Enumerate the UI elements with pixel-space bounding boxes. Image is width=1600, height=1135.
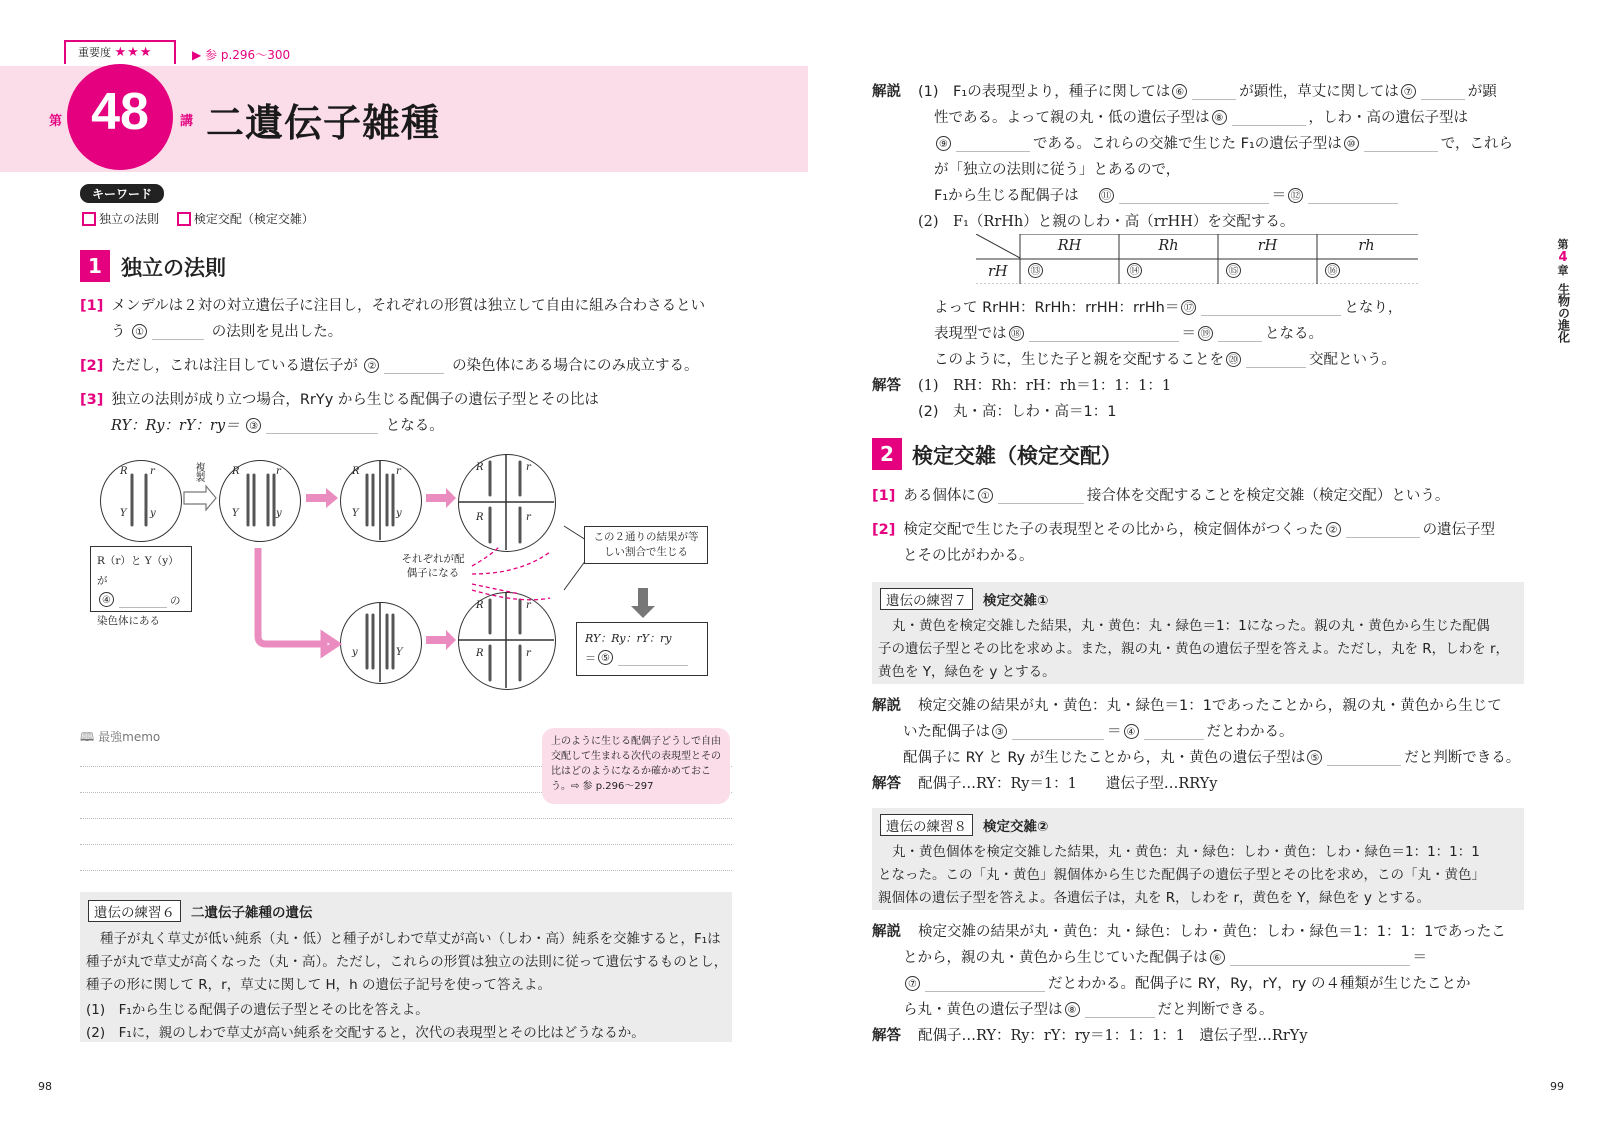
answer-blank[interactable] bbox=[1421, 82, 1465, 100]
e7-kaisetsu-line1: 検定交雑の結果が丸・黄色：丸・緑色＝1：1であったことから，親の丸・黄色から生じて bbox=[918, 698, 1502, 714]
exercise7-box bbox=[872, 582, 1524, 684]
chapter-tab bbox=[1550, 238, 1576, 378]
answer-blank[interactable] bbox=[1012, 722, 1104, 740]
memo-line bbox=[80, 818, 732, 819]
svg-text:R: R bbox=[352, 466, 360, 477]
answer-blank[interactable] bbox=[998, 486, 1084, 504]
e8-answer: 配偶子…RY：Ry：rY：ry＝1：1：1：1 遺伝子型…RrYy bbox=[918, 1028, 1308, 1044]
answer-blank[interactable] bbox=[1246, 350, 1306, 368]
keyword-item: 独立の法則 bbox=[99, 212, 160, 226]
note-center: それぞれが配偶子になる bbox=[401, 553, 465, 579]
svg-text:r: r bbox=[150, 466, 155, 477]
result-box: RY：Ry：rY：ry ＝ ⑤ bbox=[576, 622, 708, 676]
svg-text:Y: Y bbox=[232, 508, 239, 519]
answer-blank[interactable] bbox=[1346, 520, 1420, 538]
table-row-label: rH bbox=[988, 264, 1008, 280]
s2-item2-line2: とその比がわかる。 bbox=[903, 548, 1034, 564]
note-right-box bbox=[584, 526, 708, 564]
lecture-prefix: 第 bbox=[49, 114, 63, 129]
answer-blank[interactable] bbox=[1230, 948, 1410, 966]
exercise8-line: 丸・黄色個体を検定交雑した結果，丸・黄色：丸・緑色：しわ・黄色：しわ・緑色＝1：1：1：1 bbox=[892, 844, 1480, 860]
answer-blank[interactable] bbox=[1218, 324, 1262, 342]
e8-kaisetsu-line4: ら丸・黄色の遺伝子型は ⑧ だと判断できる。 bbox=[903, 1002, 1274, 1018]
exercise7-line: 子の遺伝子型とその比を求めよ。また，親の丸・黄色の遺伝子型を答えよ。ただし，丸を R，しわを r， bbox=[878, 641, 1510, 657]
answer-blank[interactable] bbox=[1085, 1000, 1155, 1018]
e7-kaisetsu-line3: 配偶子に RY と Ry が生じたことから，丸・黄色の遺伝子型は ⑤ だと判断できる。 bbox=[903, 750, 1521, 766]
answer-blank[interactable] bbox=[1327, 748, 1401, 766]
memo-line bbox=[80, 844, 732, 845]
page-number-right: 99 bbox=[1550, 1080, 1564, 1093]
exercise6-question1: (1) F₁から生じる配偶子の遺伝子型とその比を答えよ。 bbox=[86, 1002, 429, 1018]
blank-number: ① bbox=[132, 324, 147, 339]
k2-line4: このように，生じた子と親を交配することを ⑳ 交配という。 bbox=[934, 352, 1396, 368]
svg-text:R: R bbox=[232, 466, 240, 477]
answer-blank[interactable] bbox=[1119, 186, 1269, 204]
keyword-label: キーワード bbox=[80, 184, 164, 203]
k1-line2: 性である。よって親の丸・低の遺伝子型は ⑧ ，しわ・高の遺伝子型は bbox=[934, 110, 1468, 126]
page-number-left: 98 bbox=[38, 1080, 52, 1093]
k2-line3: 表現型では ⑱ ＝ ⑲ となる。 bbox=[934, 326, 1323, 342]
table-cell[interactable]: ⑭ bbox=[1125, 263, 1144, 279]
result-line1: RY：Ry：rY：ry bbox=[585, 632, 672, 645]
e8-kaisetsu-line2: とから，親の丸・黄色から生じていた配偶子は ⑥ ＝ bbox=[903, 950, 1427, 966]
checkbox-icon bbox=[177, 212, 191, 226]
table-header: rh bbox=[1358, 238, 1375, 254]
section1-title: 独立の法則 bbox=[121, 256, 226, 280]
lecture-number: 48 bbox=[91, 83, 149, 141]
svg-text:r: r bbox=[526, 462, 531, 473]
svg-text:r: r bbox=[526, 512, 531, 523]
svg-text:r: r bbox=[396, 466, 401, 477]
kaitou-label: 解答 bbox=[872, 776, 901, 792]
exercise7-title: 検定交雑① bbox=[983, 593, 1049, 609]
svg-text:y: y bbox=[150, 508, 156, 519]
s1-item3-line2: RY：Ry：rY：ry＝ ③ となる。 bbox=[111, 418, 444, 434]
exercise8-label: 遺伝の練習８ bbox=[880, 814, 973, 836]
blank-number: ④ bbox=[99, 592, 114, 607]
keyword-list bbox=[82, 210, 314, 227]
table-header: Rh bbox=[1158, 238, 1179, 254]
item-number: [2] bbox=[80, 358, 104, 374]
e7-answer: 配偶子…RY：Ry＝1：1 遺伝子型…RRYy bbox=[918, 776, 1218, 792]
exercise6-box bbox=[80, 892, 732, 1042]
note-right-text: この２通りの結果が等しい割合で生じる bbox=[593, 531, 699, 558]
s1-item1-line2: う ① の法則を見出した。 bbox=[111, 324, 343, 340]
importance-label: 重要度 bbox=[78, 46, 111, 59]
note-left-line3: 染色体にある bbox=[97, 615, 160, 627]
exercise6-line: 種子が丸く草丈が低い純系（丸・低）と種子がしわで草丈が高い（しわ・高）純系を交雑すると，F₁は bbox=[100, 931, 721, 947]
kaisetsu-label: 解説 bbox=[872, 924, 901, 940]
item-number: [1] bbox=[80, 298, 104, 314]
memo-label: 🕮 最強memo bbox=[80, 730, 161, 744]
answer-blank[interactable] bbox=[152, 322, 204, 340]
book-icon: 🕮 bbox=[80, 730, 95, 744]
exercise6-line: 種子が丸で草丈が高くなった（丸・高）。ただし，これらの形質は独立の法則に従って遺伝するものとし， bbox=[86, 954, 728, 970]
svg-text:R: R bbox=[476, 648, 484, 659]
answer-blank[interactable] bbox=[925, 974, 1045, 992]
table-cell[interactable]: ⑯ bbox=[1323, 263, 1342, 279]
importance-box bbox=[64, 40, 176, 64]
answer-blank[interactable] bbox=[1192, 82, 1236, 100]
exercise8-title: 検定交雑② bbox=[983, 819, 1049, 835]
answer-blank[interactable] bbox=[1232, 108, 1306, 126]
e8-kaisetsu-line3: ⑦ だとわかる。配偶子に RY，Ry，rY，ry の４種類が生じたことか bbox=[903, 972, 1470, 993]
k1-line1: (1) F₁の表現型より，種子に関しては ⑥ が顕性，草丈に関しては ⑦ が顕 bbox=[918, 84, 1497, 100]
k1-line5: F₁から生じる配偶子は ⑪ ＝ ⑫ bbox=[934, 184, 1401, 205]
answer-blank[interactable] bbox=[1364, 134, 1438, 152]
answer-1: (1) RH：Rh：rH：rh＝1：1：1：1 bbox=[918, 378, 1172, 394]
k1-line4: が「独立の法則に従う」とあるので， bbox=[934, 162, 1181, 178]
answer-blank[interactable] bbox=[956, 134, 1030, 152]
answer-2: (2) 丸・高：しわ・高＝1：1 bbox=[918, 404, 1117, 420]
page-title: 二遺伝子雑種 bbox=[206, 101, 441, 145]
s2-item2-line1: [2] 検定交配で生じた子の表現型とその比から，検定個体がつくった ② の遺伝子型 bbox=[872, 522, 1496, 538]
exercise7-line: 黄色を Y，緑色を y とする。 bbox=[878, 664, 1056, 680]
svg-text:R: R bbox=[476, 600, 484, 611]
lecture-suffix: 講 bbox=[180, 114, 194, 129]
meiosis-diagram bbox=[80, 440, 740, 710]
s1-item1-line1: [1] メンデルは２対の対立遺伝子に注目し，それぞれの形質は独立して自由に組み合わさるとい bbox=[80, 298, 706, 314]
svg-text:r: r bbox=[526, 600, 531, 611]
blank-number: ⑤ bbox=[598, 650, 613, 665]
svg-text:R: R bbox=[120, 466, 128, 477]
answer-blank[interactable] bbox=[1201, 298, 1341, 316]
s2-item1: [1] ある個体に ① 接合体を交配することを検定交雑（検定交配）という。 bbox=[872, 488, 1450, 504]
svg-text:r: r bbox=[276, 466, 281, 477]
section2-title: 検定交雑（検定交配） bbox=[912, 444, 1122, 468]
replicate-label: 複製 bbox=[193, 462, 204, 482]
table-cell[interactable]: ⑬ bbox=[1026, 263, 1045, 279]
exercise8-line: となった。この「丸・黄色」親個体から生じた配偶子の遺伝子型とその比を求め，この「丸・黄色」 bbox=[878, 867, 1485, 883]
importance-stars: ★★★ bbox=[114, 45, 153, 60]
svg-text:Y: Y bbox=[396, 647, 403, 658]
cross-table bbox=[976, 234, 1418, 284]
table-header: rH bbox=[1257, 238, 1278, 254]
memo-bubble: 上のように生じる配偶子どうしで自由交配して生まれる次代の表現型とその比はどのようになるか確かめておこう。⇨ 参 p.296〜297 bbox=[542, 728, 730, 804]
k2-line2: よって RrHH：RrHh：rrHH：rrHh＝ ⑰ となり， bbox=[934, 300, 1403, 316]
exercise6-line: 種子の形に関して R，r，草丈に関して H，h の遺伝子記号を使って答えよ。 bbox=[86, 977, 552, 993]
memo-line bbox=[80, 870, 732, 871]
svg-text:R: R bbox=[476, 462, 484, 473]
table-header: RH bbox=[1057, 238, 1082, 254]
kaisetsu-label: 解説 bbox=[872, 698, 901, 714]
blank-number: ② bbox=[364, 358, 379, 373]
answer-blank[interactable] bbox=[1308, 186, 1398, 204]
svg-text:y: y bbox=[352, 647, 358, 658]
chapter-prefix: 第 bbox=[1557, 238, 1569, 251]
reference-pages: ▶ 参 p.296〜300 bbox=[192, 48, 291, 62]
note-left-line1: R（r）と Y（y）が bbox=[97, 555, 179, 587]
item-number: [3] bbox=[80, 392, 104, 408]
blank-number: ③ bbox=[246, 418, 261, 433]
kaitou-label: 解答 bbox=[872, 1028, 901, 1044]
exercise7-label: 遺伝の練習７ bbox=[880, 588, 973, 610]
answer-blank[interactable] bbox=[618, 652, 688, 666]
keyword-item: 検定交配（検定交雑） bbox=[193, 212, 314, 226]
checkbox-icon bbox=[82, 212, 96, 226]
exercise6-label: 遺伝の練習６ bbox=[88, 900, 181, 922]
k1-line3: ⑨ である。これらの交雑で生じた F₁の遺伝子型は ⑩ で，これら bbox=[934, 132, 1513, 153]
chapter-suffix: 章 bbox=[1557, 264, 1569, 277]
e8-kaisetsu-line1: 検定交雑の結果が丸・黄色：丸・緑色：しわ・黄色：しわ・緑色＝1：1：1：1であったこ bbox=[918, 924, 1506, 940]
answer-blank[interactable] bbox=[1144, 722, 1204, 740]
answer-blank[interactable] bbox=[119, 594, 167, 608]
k2-line1: (2) F₁（RrHh）と親のしわ・高（rrHH）を交配する。 bbox=[918, 214, 1295, 230]
s1-item3-line1: [3] 独立の法則が成り立つ場合，RrYy から生じる配偶子の遺伝子型とその比は bbox=[80, 392, 599, 408]
kaisetsu-label: 解説 bbox=[872, 84, 901, 100]
table-cell[interactable]: ⑮ bbox=[1224, 263, 1243, 279]
svg-text:Y: Y bbox=[120, 508, 127, 519]
svg-text:Y: Y bbox=[352, 508, 359, 519]
section2-number: 2 bbox=[872, 438, 902, 470]
chapter-number: 4 bbox=[1558, 250, 1568, 265]
note-left-box: R（r）と Y（y）が ④ の 染色体にある bbox=[90, 546, 192, 612]
exercise7-line: 丸・黄色を検定交雑した結果，丸・黄色：丸・緑色＝1：1になった。親の丸・黄色から生じた配偶 bbox=[892, 618, 1490, 634]
exercise8-box bbox=[872, 808, 1524, 910]
svg-text:y: y bbox=[276, 508, 282, 519]
exercise8-line: 親個体の遺伝子型を答えよ。各遺伝子は，丸を R，しわを r，黄色を Y，緑色を y とする。 bbox=[878, 890, 1431, 906]
exercise6-title: 二遺伝子雑種の遺伝 bbox=[191, 905, 313, 921]
answer-blank[interactable] bbox=[1029, 324, 1179, 342]
svg-text:r: r bbox=[526, 648, 531, 659]
answer-blank[interactable] bbox=[266, 416, 378, 434]
e7-kaisetsu-line2: いた配偶子は ③ ＝ ④ だとわかる。 bbox=[903, 724, 1294, 740]
exercise6-question2: (2) F₁に，親のしわで草丈が高い純系を交配すると，次代の表現型とその比はどうなるか。 bbox=[86, 1025, 645, 1041]
chapter-title: 生物の進化 bbox=[1556, 283, 1571, 343]
answer-blank[interactable] bbox=[384, 356, 444, 374]
section1-number: 1 bbox=[80, 250, 110, 282]
svg-text:y: y bbox=[396, 508, 402, 519]
s1-item2: [2] ただし，これは注目している遺伝子が ② の染色体にある場合にのみ成立する。 bbox=[80, 358, 699, 374]
kaitou-label: 解答 bbox=[872, 378, 901, 394]
svg-text:R: R bbox=[476, 512, 484, 523]
